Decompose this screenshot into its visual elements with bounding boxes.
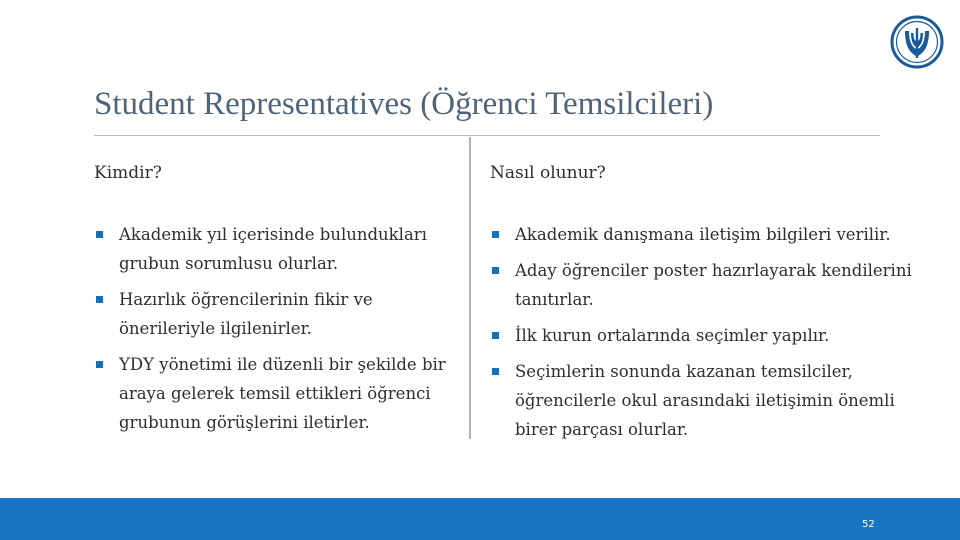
- bullet-item: Aday öğrenciler poster hazırlayarak kendilerini tanıtırlar.: [490, 256, 930, 314]
- bullet-item: Akademik danışmana iletişim bilgileri verilir.: [490, 220, 930, 249]
- right-bullet-list: [490, 220, 930, 451]
- slide-title: Student Representatives (Öğrenci Temsilcileri): [94, 86, 714, 122]
- bullet-item: YDY yönetimi ile düzenli bir şekilde bir araya gelerek temsil ettikleri öğrenci grubunun görüşlerini iletirler.: [94, 350, 466, 437]
- bullet-item: Hazırlık öğrencilerinin fikir ve önerileriyle ilgilenirler.: [94, 285, 466, 343]
- column-divider: [469, 137, 471, 439]
- title-divider: [94, 135, 880, 136]
- bullet-item: Akademik yıl içerisinde bulundukları grubun sorumlusu olurlar.: [94, 220, 466, 278]
- left-bullet-list: [94, 220, 466, 444]
- page-number: 52: [862, 519, 875, 530]
- right-column-heading: Nasıl olunur?: [490, 163, 606, 183]
- left-column-heading: Kimdir?: [94, 163, 162, 183]
- footer-bar: [0, 498, 960, 540]
- university-emblem-icon: [889, 14, 945, 70]
- bullet-item: Seçimlerin sonunda kazanan temsilciler, öğrencilerle okul arasındaki iletişimin önemli birer parçası olurlar.: [490, 357, 930, 444]
- bullet-item: İlk kurun ortalarında seçimler yapılır.: [490, 321, 930, 350]
